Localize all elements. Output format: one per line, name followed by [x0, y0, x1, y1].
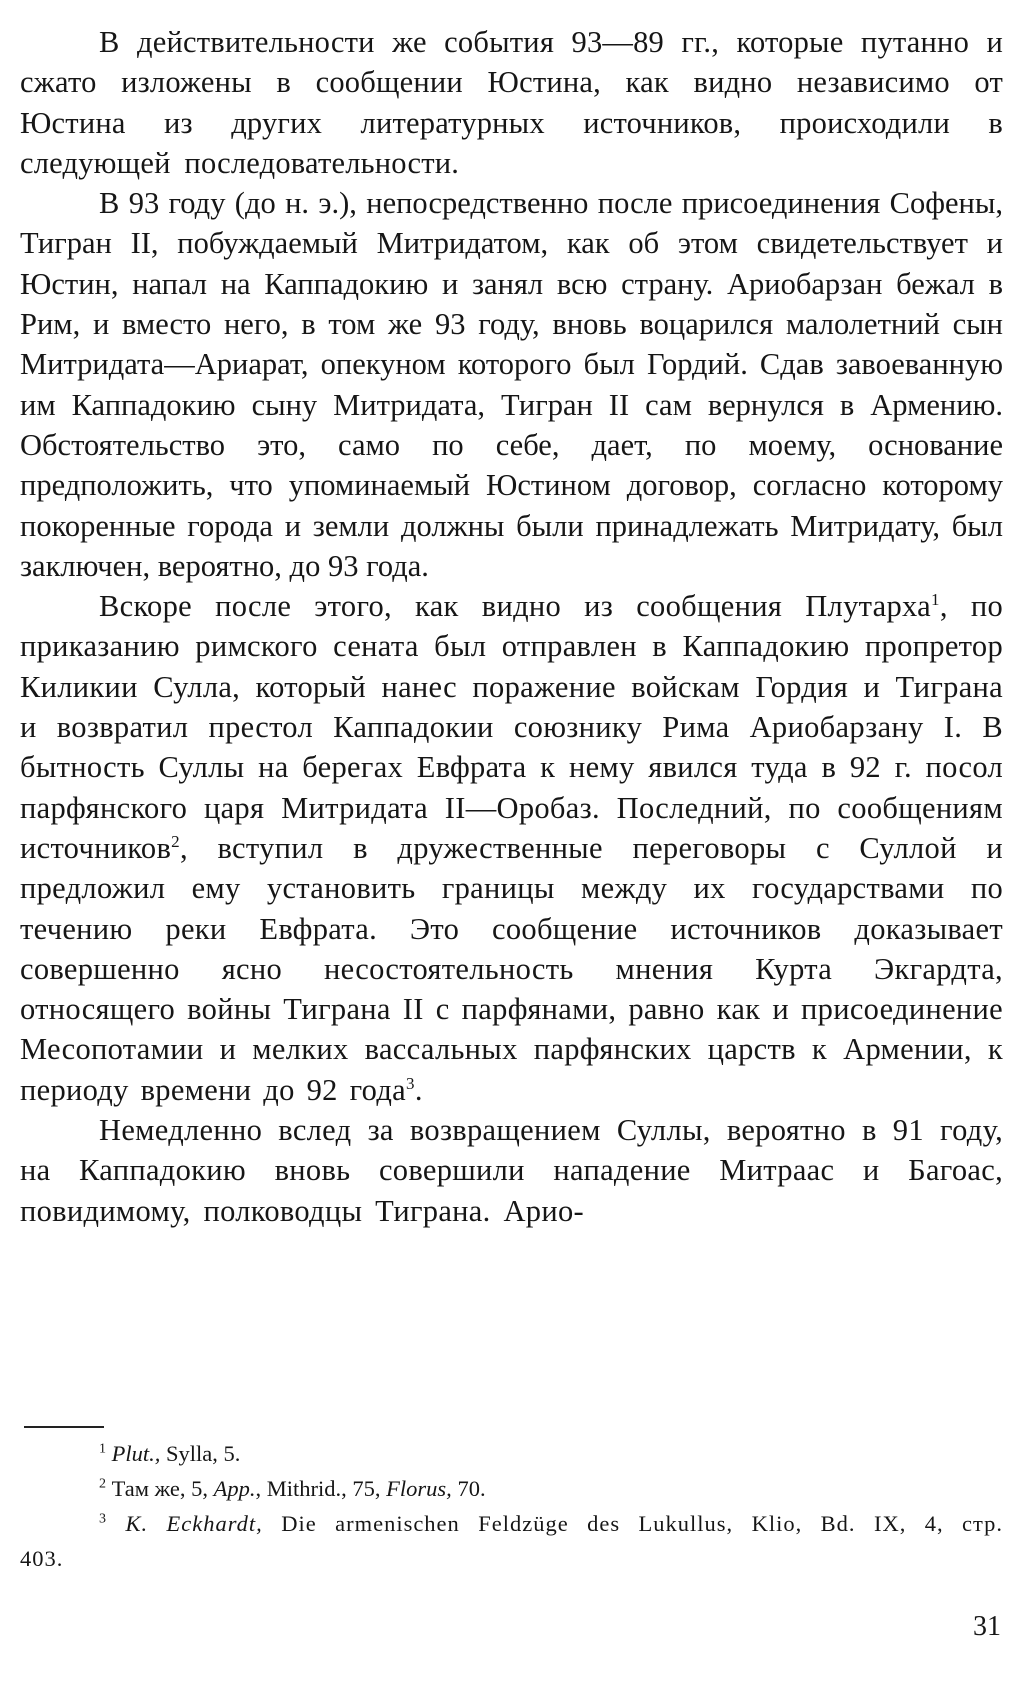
paragraph-4: Немедленно вслед за возвращением Суллы, вероятно в 91 году, на Каппадокию вновь совершили нападение Митраас и Багоас, повидимому, полководцы Тиграна. Арио-: [20, 1113, 1003, 1228]
page-number: 31: [973, 1611, 1001, 1642]
footnotes: [20, 1436, 1003, 1576]
footnote-divider: [24, 1426, 104, 1428]
footnote-2: $^2$ Там же, 5, App., Mithrid., 75, Florus, 70.: [99, 1476, 486, 1501]
footnote-1: $^1$ Plut., Sylla, 5.: [99, 1441, 241, 1466]
footnote-ref-3: 3: [406, 1073, 415, 1093]
paragraph-1: В действительности же события 93—89 гг., которые путанно и сжато изложены в сообщении Юстина, как видно независимо от Юстина из других литературных источников, происходили в следующей последовательности.: [20, 25, 1003, 180]
footnote-ref-1: 1: [931, 590, 940, 609]
paragraph-2: В 93 году (до н. э.), непосредственно после присоединения Софены, Тигран II, побуждаемый Митридатом, как об этом свидетельствует и Юстин, напал на Каппадокию и занял всю страну. Ариобарзан бежал в Рим, и вместо него, в том же 93 году, вновь воцарился малолетний сын Митридата—Ариарат, опекуном которого был Гордий. Сдав завоеванную им Каппадокию сыну Митридата, Тигран II сам вернулся в Армению. Обстоятельство это, само по себе, дает, по моему, основание предположить, что упоминаемый Юстином договор, согласно которому покоренные города и земли должны были принадлежать Митридату, был заключен, вероятно, до 93 года.: [20, 186, 1003, 583]
footnote-ref-2: 2: [171, 831, 180, 851]
paragraph-3: Вскоре после этого, как видно из сообщения Плутарха$^1$, по приказанию римского сената был отправлен в Каппадокию пропретор Киликии Сулла, который нанес поражение войскам Гордия и Тиграна и возвратил престол Каппадокии союзнику Рима Ариобарзану I. В бытность Суллы на берегах Евфрата к нему явился туда в 92 г. посол парфянского царя Митридата II—Оробаз. Последний, по сообщениям источников$^2$, вступил в дружественные переговоры с Суллой и предложил ему установить границы между их государствами по течению реки Евфрата. Это сообщение источников доказывает совершенно ясно несостоятельность мнения Курта Экгардта, относящего войны Тиграна II с парфянами, равно как и присоединение Месопотамии и мелких вассальных парфянских царств к Армении, к периоду времени до 92 года$^3$.: [20, 589, 1003, 1107]
main-text: [20, 22, 1003, 1231]
footnote-3: $^3$ K. Eckhardt, Die armenischen Feldzüge des Lukullus, Klio, Bd. IX, 4, стр. 403.: [20, 1511, 1004, 1571]
